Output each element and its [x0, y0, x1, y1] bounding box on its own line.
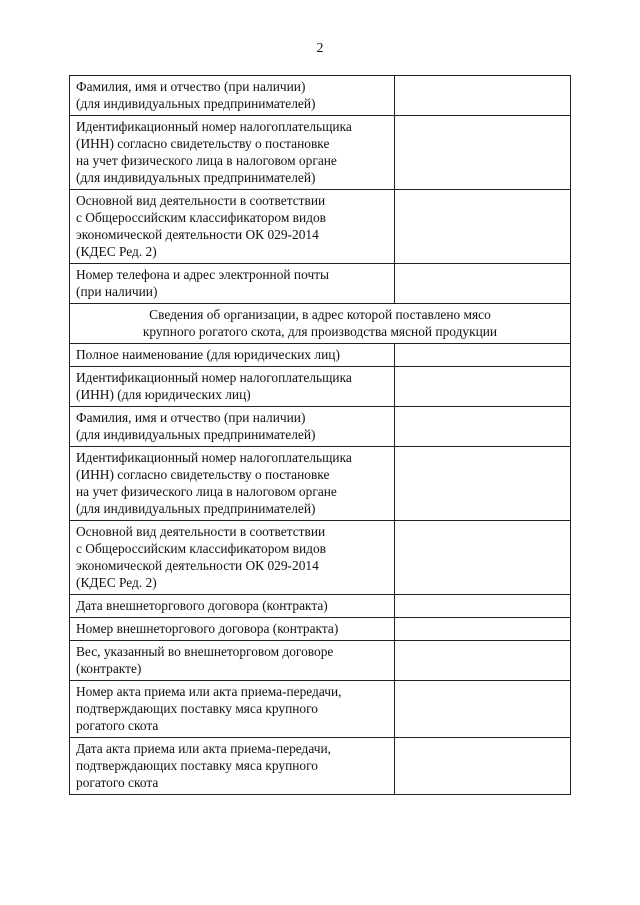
section-title: Сведения об организации, в адрес которой поставлено мясо крупного рогатого скота, для производства мясной продукции: [70, 304, 571, 344]
table-row: [70, 738, 571, 795]
row-label: Идентификационный номер налогоплательщика (ИНН) (для юридических лиц): [70, 367, 395, 407]
row-label: Полное наименование (для юридических лиц): [70, 344, 395, 367]
table-row: [70, 618, 571, 641]
row-label: Идентификационный номер налогоплательщика (ИНН) согласно свидетельству о постановке на учет физического лица в налоговом органе (для индивидуальных предпринимателей): [70, 447, 395, 521]
row-label: Номер телефона и адрес электронной почты (при наличии): [70, 264, 395, 304]
table-row: [70, 76, 571, 116]
table-row: [70, 641, 571, 681]
row-label: Вес, указанный во внешнеторговом договоре (контракте): [70, 641, 395, 681]
table-row: [70, 264, 571, 304]
row-label: Основной вид деятельности в соответствии с Общероссийским классификатором видов экономической деятельности ОК 029-2014 (КДЕС Ред. 2): [70, 521, 395, 595]
row-label: Фамилия, имя и отчество (при наличии) (для индивидуальных предпринимателей): [70, 407, 395, 447]
value-cell[interactable]: [395, 190, 571, 264]
table-row: [70, 681, 571, 738]
table-row: [70, 447, 571, 521]
value-cell[interactable]: [395, 595, 571, 618]
table-row: [70, 595, 571, 618]
value-cell[interactable]: [395, 681, 571, 738]
section-header-row: [70, 304, 571, 344]
row-label: Основной вид деятельности в соответствии с Общероссийским классификатором видов экономической деятельности ОК 029-2014 (КДЕС Ред. 2): [70, 190, 395, 264]
row-label: Идентификационный номер налогоплательщика (ИНН) согласно свидетельству о постановке на учет физического лица в налоговом органе (для индивидуальных предпринимателей): [70, 116, 395, 190]
value-cell[interactable]: [395, 344, 571, 367]
value-cell[interactable]: [395, 447, 571, 521]
value-cell[interactable]: [395, 641, 571, 681]
table-row: [70, 407, 571, 447]
row-label: Дата акта приема или акта приема-передачи, подтверждающих поставку мяса крупного рогатого скота: [70, 738, 395, 795]
value-cell[interactable]: [395, 264, 571, 304]
row-label: Дата внешнеторгового договора (контракта): [70, 595, 395, 618]
form-table: [69, 75, 571, 795]
row-label: Фамилия, имя и отчество (при наличии) (для индивидуальных предпринимателей): [70, 76, 395, 116]
table-row: [70, 116, 571, 190]
value-cell[interactable]: [395, 738, 571, 795]
value-cell[interactable]: [395, 367, 571, 407]
row-label: Номер акта приема или акта приема-передачи, подтверждающих поставку мяса крупного рогатого скота: [70, 681, 395, 738]
value-cell[interactable]: [395, 116, 571, 190]
value-cell[interactable]: [395, 618, 571, 641]
page-number: 2: [316, 41, 324, 56]
table-row: [70, 344, 571, 367]
value-cell[interactable]: [395, 407, 571, 447]
table-row: [70, 190, 571, 264]
value-cell[interactable]: [395, 521, 571, 595]
table-row: [70, 367, 571, 407]
value-cell[interactable]: [395, 76, 571, 116]
row-label: Номер внешнеторгового договора (контракта): [70, 618, 395, 641]
table-row: [70, 521, 571, 595]
